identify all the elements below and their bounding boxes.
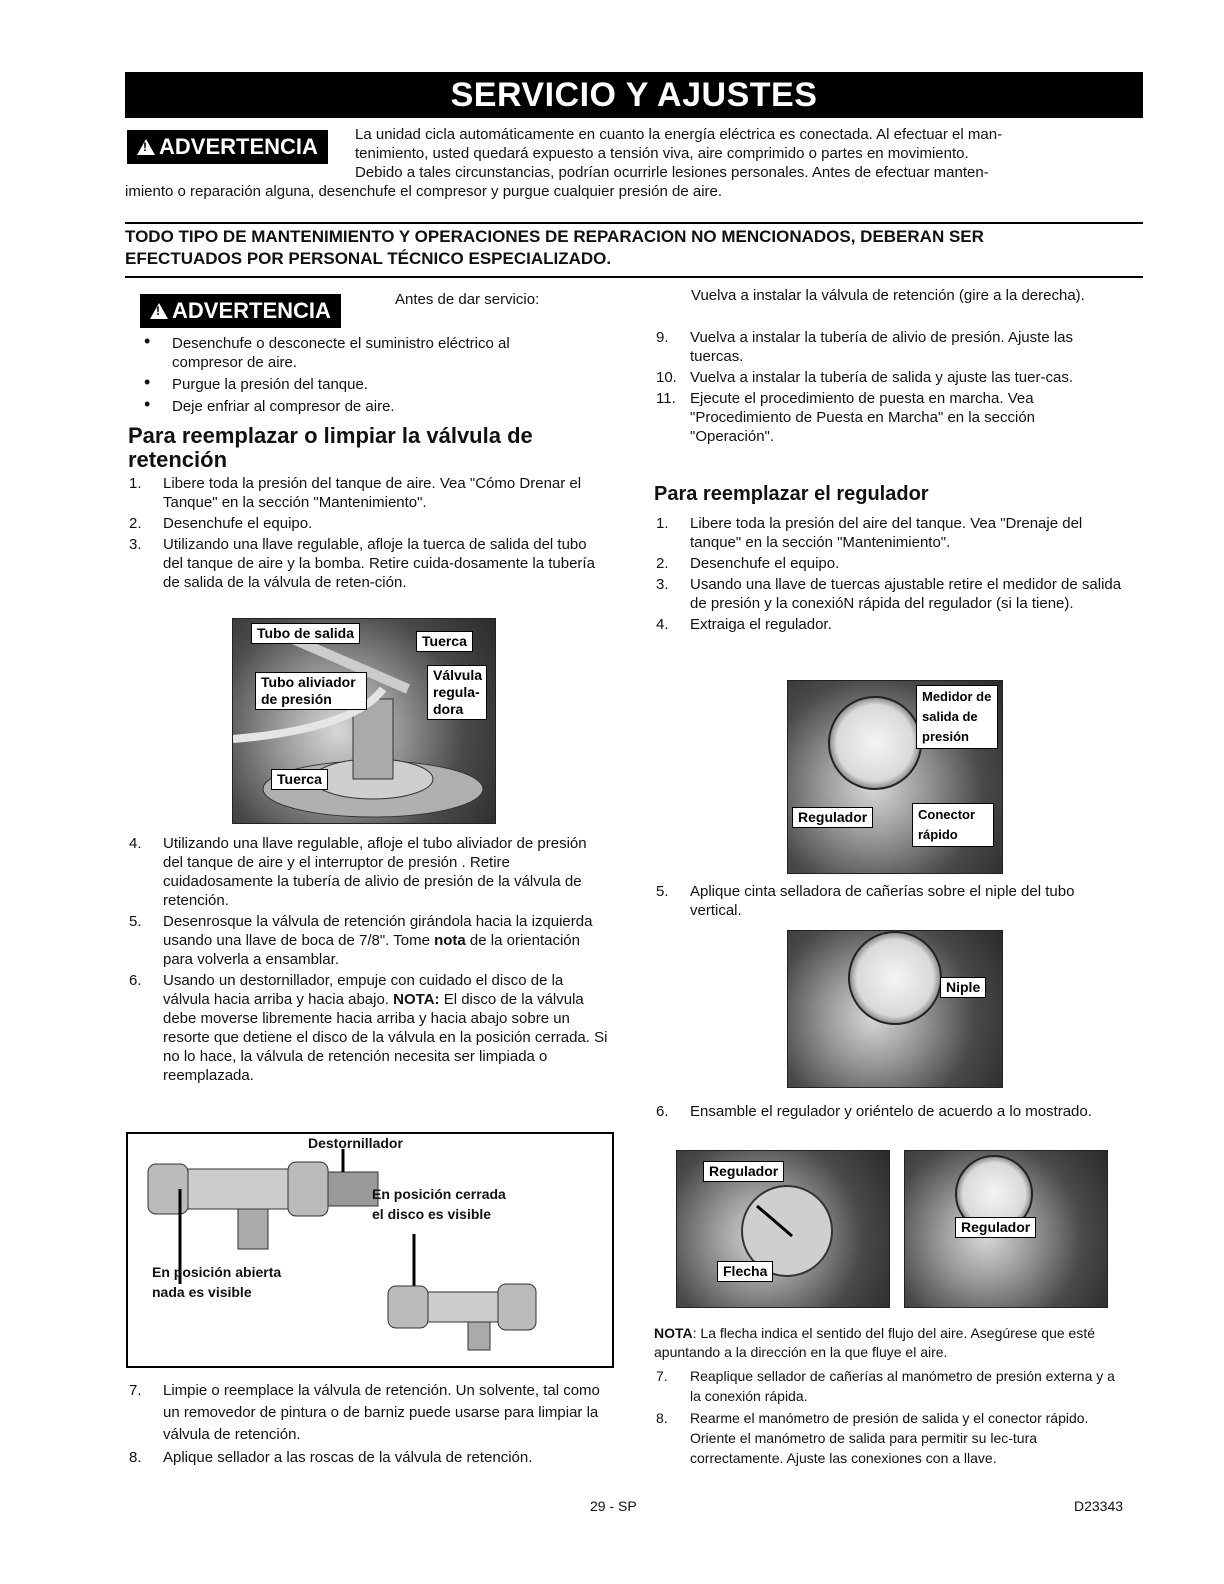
divider <box>125 276 1143 278</box>
label-tubo-salida: Tubo de salida <box>251 623 360 644</box>
nipple-photo <box>787 930 1003 1088</box>
list-item: 7. Limpie o reemplace la válvula de retención. Un solvente, tal como un removedor de pintura o de barniz puede usarse para limpiar la válvula de retención. <box>129 1382 600 1443</box>
list-item: 3. Usando una llave de tuercas ajustable retire el medidor de salida de presión y la conexióN rápida del regulador (si la tiene). <box>656 576 1122 612</box>
step-8-continuation: Vuelva a instalar la válvula de retención (gire a la derecha). <box>691 287 1085 304</box>
warning-badge-left: !ADVERTENCIA <box>140 294 341 328</box>
list-item: 4. Extraiga el regulador. <box>656 616 832 633</box>
label-posicion-cerrada: En posición cerrada el disco es visible <box>372 1186 506 1222</box>
list-item: 8. Rearme el manómetro de presión de salida y el conector rápido. Oriente el manómetro de salida para permitir su lec-tura correctamente. Ajuste las conexiones con a llave. <box>656 1410 1089 1466</box>
list-item: 5. Aplique cinta selladora de cañerías sobre el niple del tubo vertical. <box>656 883 1075 919</box>
warning-text-top-cont: imiento o reparación alguna, desenchufe el compresor y purgue cualquier presión de aire. <box>125 183 723 200</box>
label-conector: Conector rápido <box>912 803 994 847</box>
warning-triangle-icon <box>137 139 155 155</box>
label-niple: Niple <box>940 977 986 998</box>
page-number: 29 - SP <box>590 1498 637 1514</box>
label-posicion-abierta: En posición abierta nada es visible <box>152 1264 282 1300</box>
warning-bullets <box>130 334 570 419</box>
warning-intro: Antes de dar servicio: <box>395 291 540 308</box>
label-regulador: Regulador <box>955 1217 1036 1238</box>
list-item: 6. Ensamble el regulador y oriéntelo de acuerdo a lo mostrado. <box>656 1103 1092 1120</box>
steps-check-valve-b <box>125 834 610 1087</box>
pressure-gauge-icon <box>848 931 942 1025</box>
list-item: 11. Ejecute el procedimiento de puesta en marcha. Vea "Procedimiento de Puesta en Marcha" en la sección "Operación". <box>656 390 1036 445</box>
service-notice: TODO TIPO DE MANTENIMIENTO Y OPERACIONES DE REPARACION NO MENCIONADOS, DEBERAN SER EFECTUADOS POR PERSONAL TÉCNICO ESPECIALIZADO. <box>125 227 984 268</box>
label-tuerca-bottom: Tuerca <box>271 769 328 790</box>
list-item: • Purgue la presión del tanque. <box>130 375 570 394</box>
regulator-photo-1 <box>787 680 1003 874</box>
regulator-installed-photo <box>904 1150 1108 1308</box>
check-valve-photo <box>232 618 496 824</box>
arrow-note: NOTA: La flecha indica el sentido del flujo del aire. Asegúrese que esté apuntando a la dirección en la que fluye el aire. <box>654 1325 1096 1360</box>
list-item: 7. Reaplique sellador de cañerías al manómetro de presión externa y a la conexión rápida. <box>656 1368 1115 1404</box>
list-item: 3. Utilizando una llave regulable, afloje la tuerca de salida del tubo del tanque de aire y la bomba. Retire cuida-dosamente la tubería de salida de la válvula de reten-ción. <box>129 536 595 591</box>
warning-triangle-icon <box>150 303 168 319</box>
list-item: 2. Desenchufe el equipo. <box>656 555 840 572</box>
label-medidor: Medidor de salida de presión <box>916 685 998 749</box>
valve-diagram-drawing <box>128 1134 612 1366</box>
list-item: • Deje enfriar al compresor de aire. <box>130 397 570 416</box>
page-title: SERVICIO Y AJUSTES <box>125 72 1143 118</box>
label-tubo-aliviador: Tubo aliviador de presión <box>255 672 367 710</box>
valve-position-diagram <box>126 1132 614 1368</box>
section-title-regulator: Para reemplazar el regulador <box>654 483 929 505</box>
list-item: 6. Usando un destornillador, empuje con cuidado el disco de la válvula hacia arriba y hacia abajo. NOTA: El disco de la válvula debe moverse libremente hacia arriba y hacia abajo sobre un resorte que detiene el disco de la válvula en la posición cerrada. Si no lo hace, la válvula de retención necesita ser limpiada o reemplazada. <box>129 972 608 1084</box>
label-flecha: Flecha <box>717 1261 773 1282</box>
section-title-check-valve: Para reemplazar o limpiar la válvula de retención <box>128 423 533 472</box>
steps-check-valve-a <box>125 474 610 594</box>
list-item: • Desenchufe o desconecte el suministro eléctrico al compresor de aire. <box>130 334 570 372</box>
label-regulador: Regulador <box>703 1161 784 1182</box>
label-regulador: Regulador <box>792 807 873 828</box>
warning-text-top: La unidad cicla automáticamente en cuanto la energía eléctrica es conectada. Al efectuar el man- tenimiento, usted quedará expuesto a tensión viva, aire comprimido o partes en movimiento. Debido a tales circunstancias, podrían ocurrirle lesiones personales. Antes de efectuar manten- <box>355 126 1003 181</box>
label-tuerca-top: Tuerca <box>416 631 473 652</box>
pressure-gauge-icon <box>828 696 922 790</box>
regulator-orientation-photo <box>676 1150 890 1308</box>
list-item: 10. Vuelva a instalar la tubería de salida y ajuste las tuer-cas. <box>656 369 1073 386</box>
list-item: 1. Libere toda la presión del tanque de aire. Vea "Cómo Drenar el Tanque" en la sección "Mantenimiento". <box>129 475 582 511</box>
step-5 <box>652 882 1127 922</box>
list-item: 4. Utilizando una llave regulable, afloje el tubo aliviador de presión del tanque de aire y el interruptor de presión . Retire cuidadosamente la tubería de alivio de presión de la válvula de retención. <box>129 835 587 909</box>
list-item: 2. Desenchufe el equipo. <box>129 515 313 532</box>
divider <box>125 222 1143 224</box>
document-code: D23343 <box>1074 1498 1124 1514</box>
list-item: 5. Desenrosque la válvula de retención girándola hacia la izquierda usando una llave de boca de 7/8". Tome nota de la orientación para volverla a ensamblar. <box>129 913 593 968</box>
steps-check-valve-d <box>652 328 1122 448</box>
list-item: 8. Aplique sellador a las roscas de la válvula de retención. <box>129 1449 533 1466</box>
label-destornillador: Destornillador <box>308 1135 403 1151</box>
list-item: 1. Libere toda la presión del aire del tanque. Vea "Drenaje del tanque" en la sección "Mantenimiento". <box>656 515 1083 551</box>
steps-regulator-a <box>652 514 1127 636</box>
step-6 <box>652 1102 1127 1123</box>
label-valvula: Válvula regula- dora <box>427 665 487 720</box>
list-item: 9. Vuelva a instalar la tubería de alivio de presión. Ajuste las tuercas. <box>656 329 1074 365</box>
steps-check-valve-c <box>125 1380 610 1469</box>
steps-regulator-b <box>652 1366 1127 1470</box>
warning-badge-top: !ADVERTENCIA <box>127 130 328 164</box>
